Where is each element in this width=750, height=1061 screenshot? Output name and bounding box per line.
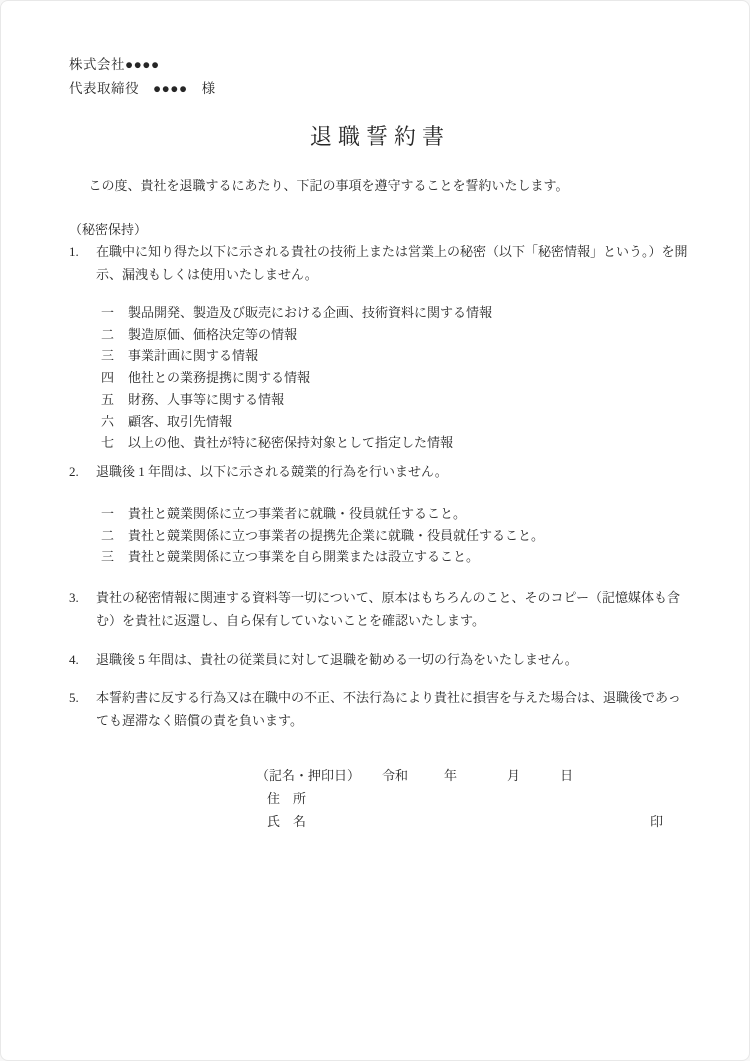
clause-1-number: 1. (69, 244, 79, 259)
subitem-text: 事業計画に関する情報 (128, 348, 259, 364)
subitem-text: 貴社と競業関係に立つ事業を自ら開業または設立すること。 (128, 549, 480, 565)
month-label: 月 (507, 768, 521, 784)
era-label: 令和 (382, 768, 409, 784)
subitem-row (101, 503, 691, 525)
subitem-row (101, 345, 691, 367)
subitem-row (101, 432, 691, 454)
address-row (256, 787, 693, 810)
subitem-text: 他社との業務提携に関する情報 (128, 370, 311, 386)
subitem-marker: 二 (101, 326, 115, 342)
recipient-company: 株式会社●●●● (69, 57, 160, 72)
subitem-marker: 七 (101, 435, 115, 451)
clause-2 (69, 460, 691, 483)
subitem-text: 以上の他、貴社が特に秘密保持対象として指定した情報 (128, 435, 454, 451)
subitem-marker: 四 (101, 370, 115, 386)
clause-2-number: 2. (69, 463, 79, 479)
subitem-row (101, 324, 691, 346)
recipient-addressee: 代表取締役 ●●●● 様 (69, 81, 216, 96)
clause-5-number: 5. (69, 690, 79, 706)
clause-2-text: 退職後 1 年間は、以下に示される競業的行為を行いません。 (96, 463, 448, 479)
clause-5 (69, 686, 691, 732)
clause-3-number: 3. (69, 590, 79, 606)
subitem-text: 貴社と競業関係に立つ事業者に就職・役員就任すること。 (128, 505, 467, 521)
subitem-row (101, 302, 691, 324)
subitem-marker: 五 (101, 391, 115, 407)
subitem-text: 製造原価、価格決定等の情報 (128, 326, 298, 342)
document-title: 退職誓約書 (309, 124, 450, 149)
subitem-marker: 六 (101, 413, 115, 429)
signature-block (256, 764, 693, 833)
subitem-marker: 三 (101, 348, 115, 364)
clause-3 (69, 586, 691, 632)
subitem-marker: 二 (101, 527, 115, 543)
subitem-text: 製品開発、製造及び販売における企画、技術資料に関する情報 (128, 305, 493, 320)
clause-1-text: 在職中に知り得た以下に示される貴社の技術上または営業上の秘密（以下「秘密情報」という。）を開示、漏洩もしくは使用いたしません。 (96, 244, 688, 282)
clause-1 (69, 240, 691, 286)
recipient-block (69, 53, 691, 101)
subitem-row (101, 389, 691, 411)
subitem-text: 財務、人事等に関する情報 (128, 391, 285, 407)
document-content (1, 1, 749, 833)
section-heading-confidentiality: （秘密保持） (69, 222, 148, 237)
subitem-text: 貴社と競業関係に立つ事業者の提携先企業に就職・役員就任すること。 (128, 527, 545, 543)
seal-label: 印 (649, 814, 663, 830)
clause-4-number: 4. (69, 652, 79, 668)
day-label: 日 (560, 768, 574, 784)
intro-paragraph: この度、貴社を退職するにあたり、下記の事項を遵守することを誓約いたします。 (88, 178, 569, 193)
signature-date-label: （記名・押印日） (256, 768, 361, 784)
subitem-row (101, 411, 691, 433)
clause-3-text: 貴社の秘密情報に関連する資料等一切について、原本はもちろんのこと、そのコピー（記憶媒体も含む）を貴社に返還し、自ら保有していないことを確認いたします。 (96, 590, 680, 629)
name-row (256, 810, 693, 833)
clause-5-text: 本誓約書に反する行為又は在職中の不正、不法行為により貴社に損害を与えた場合は、退職後であっても遅滞なく賠償の責を負います。 (96, 690, 681, 729)
address-label: 住 所 (267, 791, 307, 807)
clause-2-sublist (101, 503, 691, 568)
clause-1-sublist (101, 302, 691, 454)
clause-4 (69, 648, 691, 671)
subitem-marker: 一 (101, 305, 115, 320)
subitem-marker: 一 (101, 505, 115, 521)
subitem-text: 顧客、取引先情報 (128, 413, 233, 429)
clause-4-text: 退職後 5 年間は、貴社の従業員に対して退職を勧める一切の行為をいたしません。 (96, 652, 578, 668)
signature-date-row (256, 764, 693, 787)
subitem-row (101, 525, 691, 547)
subitem-row (101, 367, 691, 389)
subitem-row (101, 546, 691, 568)
name-label: 氏 名 (267, 814, 307, 830)
subitem-marker: 三 (101, 549, 115, 565)
year-label: 年 (444, 768, 458, 784)
